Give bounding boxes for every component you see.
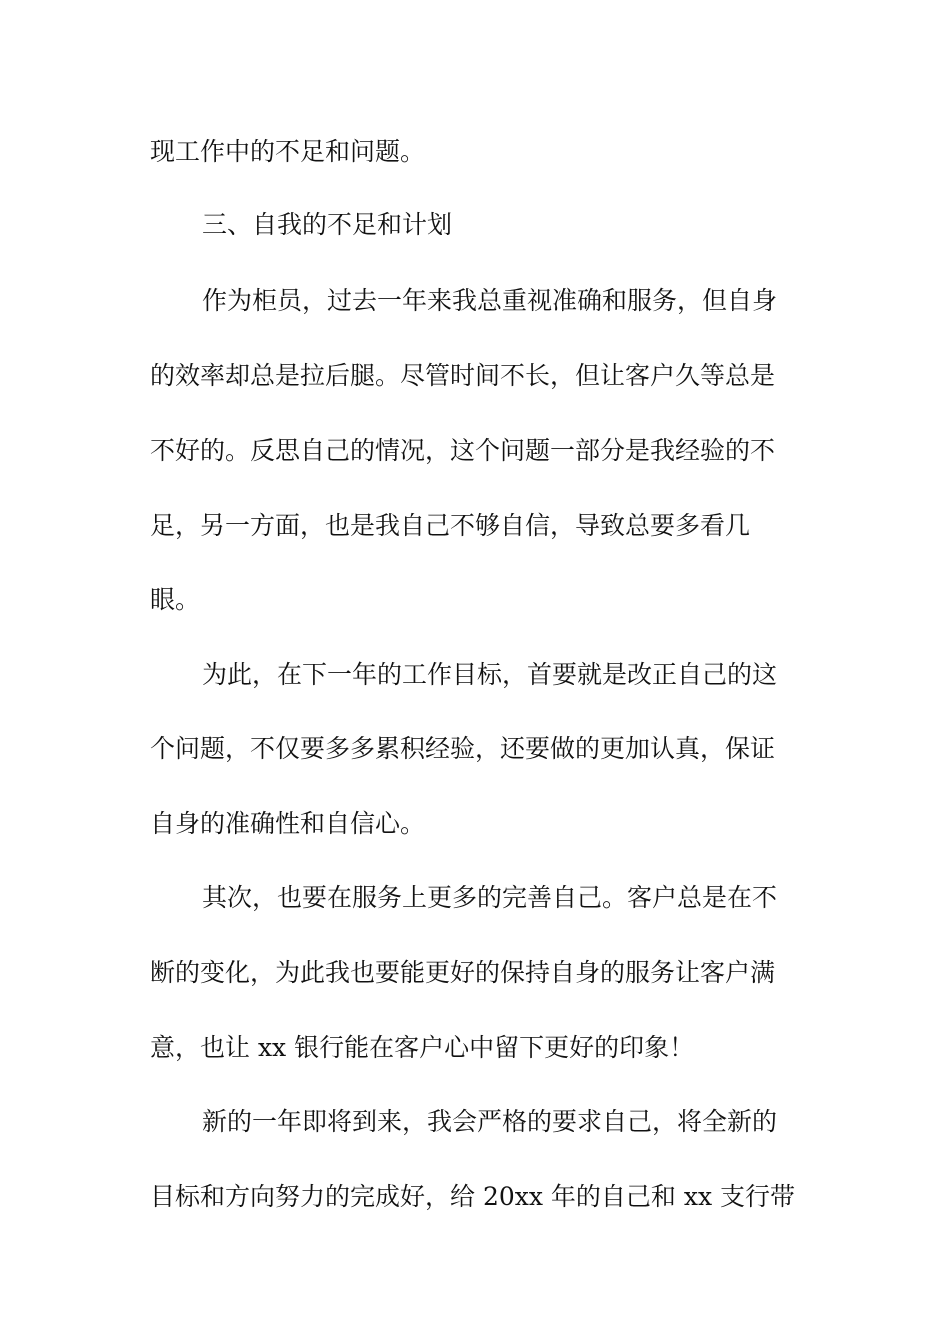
section-heading: 三、自我的不足和计划: [202, 210, 453, 239]
text-line: 自身的准确性和自信心。: [150, 809, 426, 838]
text-line: 不好的。反思自己的情况，这个问题一部分是我经验的不: [150, 436, 776, 465]
text-line: 个问题，不仅要多多累积经验，还要做的更加认真，保证: [150, 734, 776, 763]
text-line: 为此，在下一年的工作目标，首要就是改正自己的这: [202, 660, 778, 689]
text-line: 现工作中的不足和问题。: [150, 137, 426, 166]
text-line: 足，另一方面，也是我自己不够自信，导致总要多看几: [150, 511, 751, 540]
text-line: 目标和方向努力的完成好，给 20xx 年的自己和 xx 支行带: [150, 1182, 795, 1211]
text-line: 其次，也要在服务上更多的完善自己。客户总是在不: [202, 883, 778, 912]
text-line: 新的一年即将到来，我会严格的要求自己，将全新的: [202, 1107, 778, 1136]
text-line: 断的变化，为此我也要能更好的保持自身的服务让客户满: [150, 958, 776, 987]
text-line: 意，也让 xx 银行能在客户心中留下更好的印象！: [150, 1033, 695, 1062]
text-line: 作为柜员，过去一年来我总重视准确和服务，但自身: [202, 286, 778, 315]
text-line: 的效率却总是拉后腿。尽管时间不长，但让客户久等总是: [150, 361, 776, 390]
text-line: 眼。: [150, 585, 201, 614]
